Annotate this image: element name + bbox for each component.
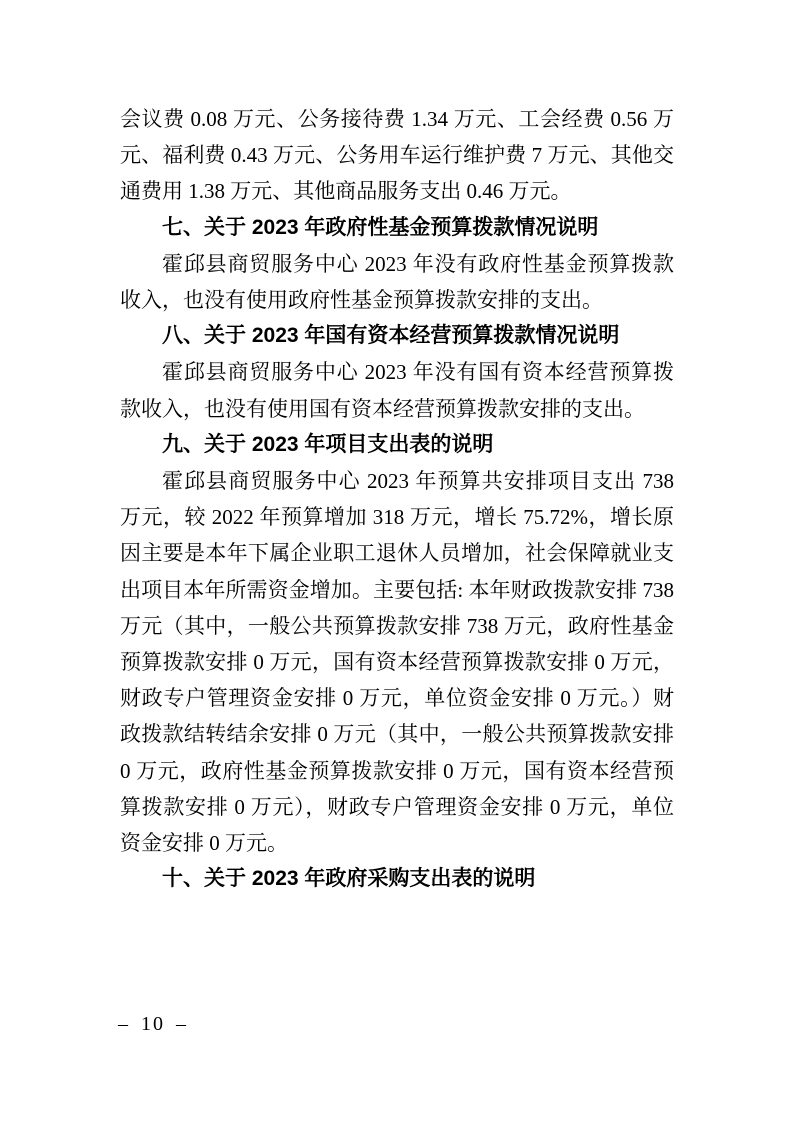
paragraph-section-7-body: 霍邱县商贸服务中心 2023 年没有政府性基金预算拨款收入，也没有使用政府性基金预算拨款安排的支出。 [120,251,674,313]
heading-section-7-government-fund-budget: 七、关于 2023 年政府性基金预算拨款情况说明 [162,215,599,239]
page-number: – 10 – [118,1013,188,1035]
paragraph-expense-detail-continuation: 会议费 0.08 万元、公务接待费 1.34 万元、工会经费 0.56 万元、福利费 0.43 万元、公务用车运行维护费 7 万元、其他交通费用 1.38 万元、其他商品服务支出 0.46 万元。 [120,107,674,204]
heading-section-9-project-expenditure: 九、关于 2023 年项目支出表的说明 [162,432,494,456]
heading-section-8-state-capital-budget: 八、关于 2023 年国有资本经营预算拨款情况说明 [162,324,620,348]
paragraph-section-8-body: 霍邱县商贸服务中心 2023 年没有国有资本经营预算拨款收入，也没有使用国有资本经营预算拨款安排的支出。 [120,360,674,421]
paragraph-section-9-body: 霍邱县商贸服务中心 2023 年预算共安排项目支出 738 万元，较 2022 年预算增加 318 万元，增长 75.72%，增长原因主要是本年下属企业职工退休人员增加，社会保障就业支出项目本年所需资金增加。主要包括: 本年财政拨款安排 738 万元（其中，一般公共预算拨款安排 738 万元，政府性基金预算拨款安排 0 万元，国有资本经营预算拨款安排 0 万元，财政专户管理资金安排 0 万元，单位资金安排 0 万元。）财政拨款结转结余安排 0 万元（其中，一般公共预算拨款安排 0 万元，政府性基金预算拨款安排 0 万元，国有资本经营预算拨款安排 0 万元），财政专户管理资金安排 0 万元，单位资金安排 0 万元。 [120,469,674,856]
heading-section-10-government-procurement: 十、关于 2023 年政府采购支出表的说明 [162,867,536,891]
document-body [120,101,674,897]
